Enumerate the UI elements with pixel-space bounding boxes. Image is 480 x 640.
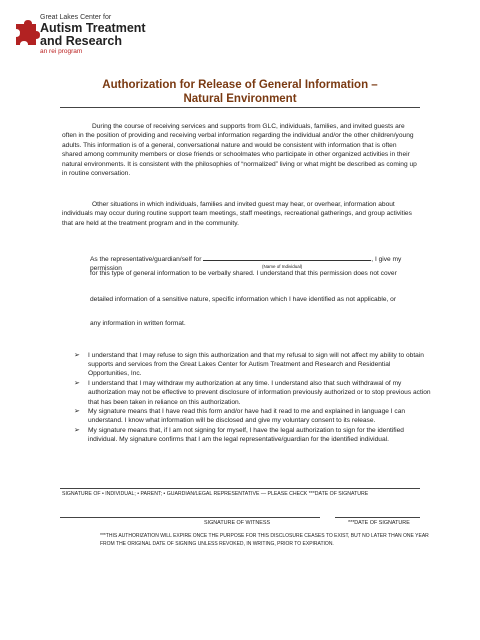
logo-line-1: Great Lakes Center for (40, 14, 112, 21)
organization-logo (12, 14, 172, 64)
arrow-bullet-icon: ➢ (74, 427, 80, 435)
situations-paragraph (62, 200, 418, 228)
list-item (74, 379, 432, 407)
form-title-line-2: Natural Environment (183, 93, 297, 105)
intro-paragraph-text: During the course of receiving services and supports from GLC, individuals, families, and invited guests are often in the position of providing and receiving verbal information regarding the individual and/or the other children/young adults. This information is of a general, conversational nature and would be consistent with information that is often shared among community members or close friends or schoolmates who participate in other organized activities in their natural environments. It is consistent with the philosophies of “normalized” living or what might be described as coming up in routine conversation. (62, 123, 417, 178)
puzzle-logo-icon (12, 18, 42, 48)
witness-date-label: ***DATE OF SIGNATURE (348, 520, 410, 526)
list-item (74, 426, 432, 444)
list-item-text: My signature means that, if I am not signing for myself, I have the legal authorization to sign for the identified individual. My signature confirms that I am the legal representative/guardian for the identified individual. (88, 427, 404, 444)
signature-line[interactable] (60, 488, 420, 489)
authorization-suffix: , I give my permission (90, 256, 402, 272)
situations-paragraph-text: Other situations in which individuals, families and invited guest may hear, or overhear, information about individuals may occur during routine support team meetings, staff meetings, recreational gatherings, and group activities that are held at the treatment program and in the community. (62, 201, 412, 227)
arrow-bullet-icon: ➢ (74, 408, 80, 416)
logo-tagline: an rei program (40, 48, 83, 55)
logo-line-2: Autism Treatment (40, 21, 146, 35)
acknowledgement-list (74, 351, 432, 445)
authorization-line-2: for this type of general information to be verbally shared. I understand that this permission does not cover (90, 270, 397, 277)
authorization-prefix: As the representative/guardian/self for (90, 256, 202, 263)
signature-label: SIGNATURE OF • INDIVIDUAL; • PARENT; • GUARDIAN/LEGAL REPRESENTATIVE — PLEASE CHECK ***DATE OF SIGNATURE (62, 491, 369, 497)
arrow-bullet-icon: ➢ (74, 352, 80, 359)
list-item-text: My signature means that I have read this form and/or have had it read to me and explained in language I can understand. I know what information will be disclosed and give my voluntary consent to its release. (88, 408, 406, 425)
list-item-text: I understand that I may refuse to sign this authorization and that my refusal to sign will not affect my ability to obtain supports and services from the Great Lakes Center for Autism Treatment and Research and Residential Opportunities, Inc. (88, 352, 424, 378)
arrow-bullet-icon: ➢ (74, 380, 80, 388)
form-title-line-1: Authorization for Release of General Information – (102, 79, 378, 91)
list-item (74, 407, 432, 425)
authorization-line-3: detailed information of a sensitive nature, specific information which I have identified as not applicable, or (90, 296, 397, 303)
list-item-text: I understand that I may withdraw my authorization at any time. I understand also that such withdrawal of my authorization may not be effective to prevent disclosure of information previously authorized or to stop previous action that has been taken in reliance on this authorization. (88, 380, 431, 406)
witness-date-line[interactable] (335, 517, 420, 518)
witness-signature-line[interactable] (60, 517, 320, 518)
expiration-footnote: ***THIS AUTHORIZATION WILL EXPIRE ONCE THE PURPOSE FOR THIS DISCLOSURE CEASES TO EXIST, BUT NO LATER THAN ONE YEAR FROM THE ORIGINAL DATE OF SIGNING UNLESS REVOKED, IN WRITING, PRIOR TO EXPIRATION. (100, 533, 429, 547)
title-divider (60, 107, 420, 108)
intro-paragraph (62, 122, 418, 178)
individual-name-field[interactable] (203, 254, 371, 261)
name-of-individual-label: (Name of Individual) (262, 264, 303, 269)
authorization-line-4: any information in written format. (90, 320, 186, 327)
witness-signature-label: SIGNATURE OF WITNESS (204, 520, 271, 526)
list-item (74, 351, 432, 379)
logo-line-3: and Research (40, 33, 122, 48)
